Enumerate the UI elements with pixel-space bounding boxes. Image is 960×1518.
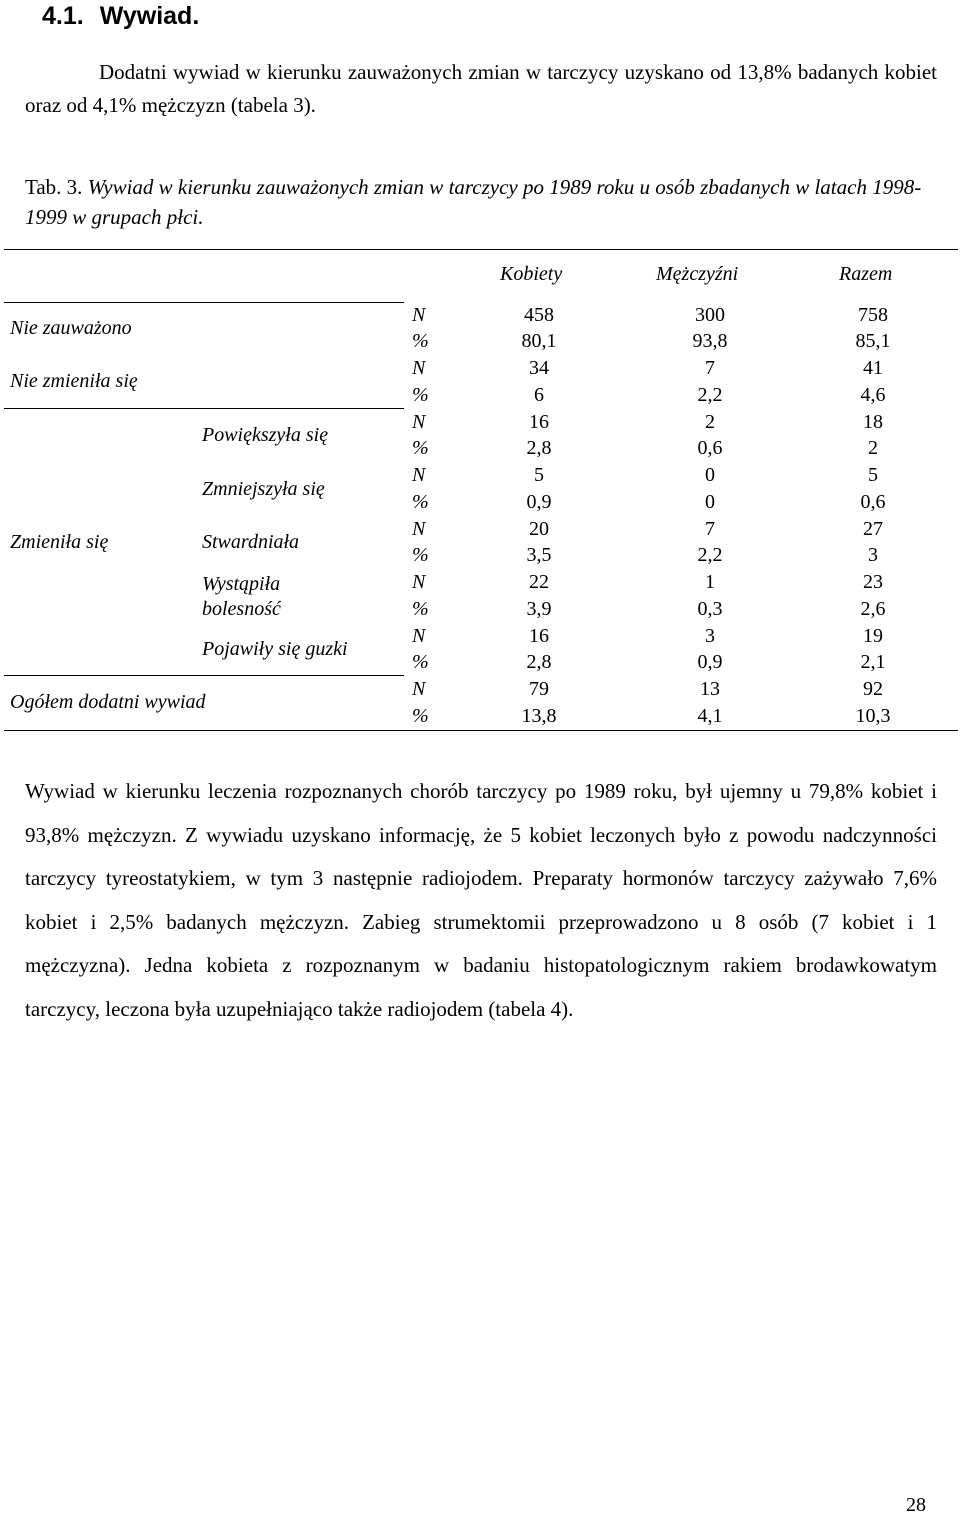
cell-value: 13 [700,678,720,700]
data-table [4,249,958,731]
cell-value: 92 [863,678,883,700]
row-label-wystapila: Wystąpiła [202,573,281,595]
pct-label: % [412,330,429,352]
column-header-kobiety: Kobiety [500,263,563,285]
n-label: N [412,464,426,486]
cell-value: 4,1 [697,705,723,727]
n-label: N [412,518,426,540]
pct-label: % [412,651,429,673]
cell-value: 3,5 [526,544,552,566]
cell-value: 19 [863,625,883,647]
cell-value: 1 [705,571,715,593]
cell-value: 7 [705,357,715,379]
cell-value: 458 [524,304,554,326]
cell-value: 3 [705,625,715,647]
n-label: N [412,357,426,379]
cell-value: 0 [705,491,715,513]
cell-value: 2 [868,437,878,459]
cell-value: 2,8 [526,651,552,673]
cell-value: 2,2 [697,544,723,566]
pct-label: % [412,598,429,620]
cell-value: 3,9 [526,598,552,620]
table-caption [25,172,937,232]
row-label-ogolem: Ogółem dodatni wywiad [10,691,206,713]
row-label-zmniejszyla-sie: Zmniejszyła się [202,478,325,500]
table-caption-label: Tab. 3. [25,175,83,199]
table-rule [4,675,404,676]
cell-value: 18 [863,411,883,433]
cell-value: 0,9 [697,651,723,673]
cell-value: 5 [868,464,878,486]
table-rule [4,408,404,409]
n-label: N [412,678,426,700]
cell-value: 0,6 [860,491,886,513]
cell-value: 758 [858,304,888,326]
cell-value: 79 [529,678,549,700]
body-paragraph: Wywiad w kierunku leczenia rozpoznanych chorób tarczycy po 1989 roku, był ujemny u 79,8% kobiet i 93,8% mężczyzn. Z wywiadu uzyskano informację, że 5 kobiet leczonych było z powodu nadczynności tarczycy tyreostatykiem, w tym 3 następnie radiojodem. Preparaty hormonów tarczycy zażywało 7,6% kobiet i 2,5% badanych mężczyzn. Zabieg strumektomii przeprowadzono u 8 osób (7 kobiet i 1 mężczyzna). Jedna kobieta z rozpoznanym w badaniu histopatologicznym rakiem brodawkowatym tarczycy, leczona była uzupełniająco także radiojodem (tabela 4). [25,779,937,1021]
pct-label: % [412,544,429,566]
cell-value: 2 [705,411,715,433]
section-heading [42,2,199,31]
cell-value: 16 [529,625,549,647]
cell-value: 3 [868,544,878,566]
row-label-stwardniala: Stwardniała [202,531,300,553]
cell-value: 10,3 [855,705,891,727]
page-number: 28 [906,1494,926,1516]
cell-value: 16 [529,411,549,433]
cell-value: 6 [534,384,544,406]
cell-value: 34 [529,357,549,379]
cell-value: 7 [705,518,715,540]
cell-value: 85,1 [855,330,891,352]
cell-value: 23 [863,571,883,593]
cell-value: 2,1 [860,651,886,673]
n-label: N [412,571,426,593]
cell-value: 80,1 [521,330,557,352]
cell-value: 27 [863,518,883,540]
table-rule [4,302,404,303]
n-label: N [412,304,426,326]
cell-value: 20 [529,518,549,540]
column-header-mezczyzni: Mężczyźni [656,263,739,285]
cell-value: 0 [705,464,715,486]
section-number: 4.1. [42,2,84,30]
intro-paragraph: Dodatni wywiad w kierunku zauważonych zmian w tarczycy uzyskano od 13,8% badanych kobiet oraz od 4,1% mężczyzn (tabela 3). [25,60,937,117]
cell-value: 4,6 [860,384,886,406]
cell-value: 5 [534,464,544,486]
cell-value: 0,6 [697,437,723,459]
row-label-pojawily-sie-guzki: Pojawiły się guzki [202,638,348,660]
cell-value: 22 [529,571,549,593]
table-caption-text: Wywiad w kierunku zauważonych zmian w tarczycy po 1989 roku u osób zbadanych w latach 1998-1999 w grupach płci. [25,175,922,229]
group-label-zmienila-sie: Zmieniła się [10,531,109,553]
n-label: N [412,411,426,433]
cell-value: 2,8 [526,437,552,459]
row-label-nie-zauwazono: Nie zauważono [10,317,132,339]
n-label: N [412,625,426,647]
pct-label: % [412,437,429,459]
pct-label: % [412,384,429,406]
cell-value: 93,8 [692,330,728,352]
cell-value: 0,9 [526,491,552,513]
pct-label: % [412,705,429,727]
cell-value: 300 [695,304,725,326]
pct-label: % [412,491,429,513]
cell-value: 0,3 [697,598,723,620]
row-label-nie-zmienila-sie: Nie zmieniła się [10,370,138,392]
section-title: Wywiad. [99,2,200,30]
cell-value: 2,2 [697,384,723,406]
cell-value: 41 [863,357,883,379]
row-label-powiekszyla-sie: Powiększyła się [202,424,329,446]
cell-value: 13,8 [521,705,557,727]
cell-value: 2,6 [860,598,886,620]
row-label-bolesnosc: bolesność [202,598,281,620]
column-header-razem: Razem [839,263,893,285]
